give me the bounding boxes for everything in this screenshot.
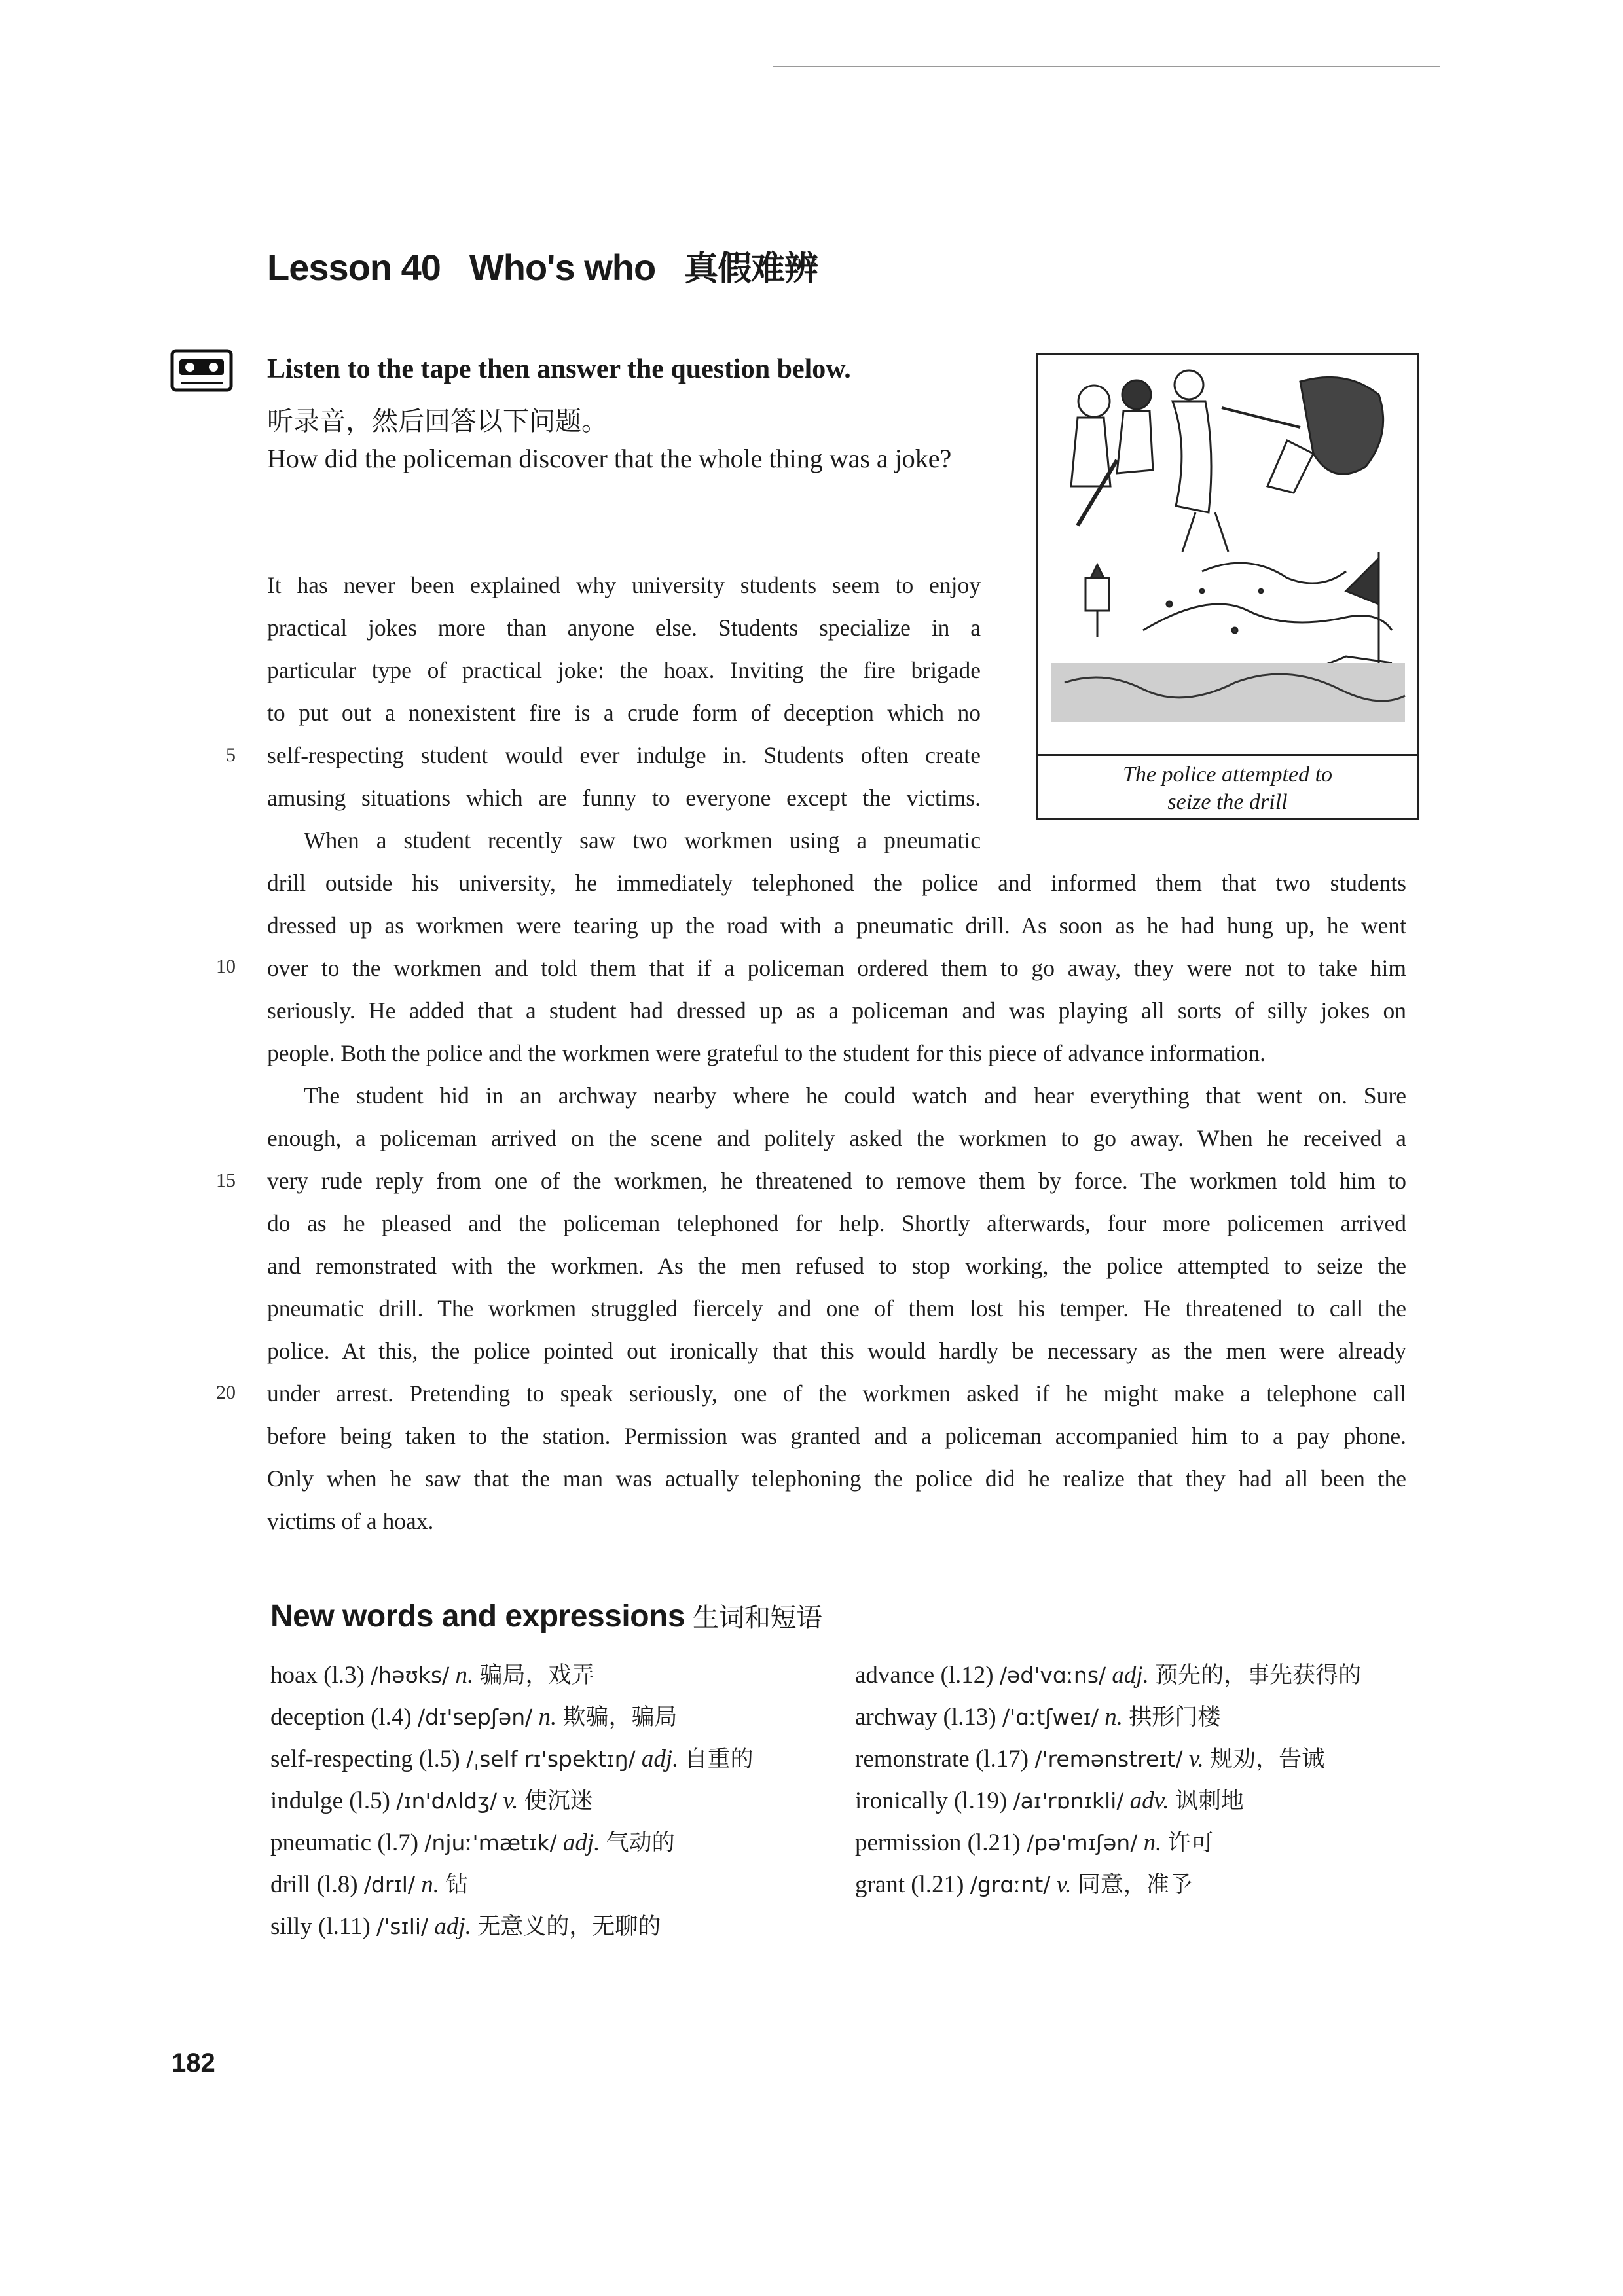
vocab-meaning-zh: 骗局，戏弄 bbox=[479, 1662, 594, 1689]
vocab-word: self-respecting (l.5) bbox=[270, 1746, 460, 1772]
vocab-word: grant (l.21) bbox=[855, 1871, 964, 1898]
passage-part-2 bbox=[267, 862, 1406, 1543]
vocab-word: advance (l.12) bbox=[855, 1662, 994, 1689]
lesson-number: Lesson 40 bbox=[267, 247, 441, 288]
vocab-ipa: /həʊks/ bbox=[371, 1662, 450, 1688]
caption-line: seize the drill bbox=[1167, 790, 1288, 814]
comprehension-question: How did the policeman discover that the whole thing was a joke? bbox=[267, 444, 952, 473]
vocab-meaning-zh: 同意，准予 bbox=[1077, 1872, 1192, 1898]
vocab-word: hoax (l.3) bbox=[270, 1662, 365, 1689]
vocab-entry bbox=[855, 1655, 1361, 1696]
passage-line: over to the workmen and told them that if a policeman ordered them to go away, they were not to take him bbox=[267, 955, 1406, 981]
vocab-ipa: /'sɪli/ bbox=[376, 1914, 429, 1939]
vocab-meaning-zh: 讽刺地 bbox=[1175, 1788, 1244, 1814]
vocab-ipa: /ɪn'dʌldʒ/ bbox=[396, 1788, 498, 1814]
passage-line: to put out a nonexistent fire is a crude form of deception which no bbox=[267, 700, 981, 726]
passage-line: very rude reply from one of the workmen, he threatened to remove them by force. The workmen told him to bbox=[267, 1168, 1406, 1194]
passage-line: self-respecting student would ever indulge in. Students often create bbox=[267, 742, 981, 768]
vocab-entry bbox=[270, 1906, 754, 1948]
vocab-ipa: /grɑːnt/ bbox=[970, 1872, 1051, 1897]
passage-line: enough, a policeman arrived on the scene and politely asked the workmen to go away. When he received a bbox=[267, 1125, 1406, 1151]
lesson-title bbox=[267, 241, 818, 290]
vocab-word: deception (l.4) bbox=[270, 1704, 412, 1731]
vocab-meaning-zh: 自重的 bbox=[684, 1746, 754, 1772]
passage-line: police. At this, the police pointed out ironically that this would hardly be necessary as the men were already bbox=[267, 1338, 1406, 1364]
vocab-meaning-zh: 无意义的，无聊的 bbox=[477, 1914, 661, 1940]
vocab-entry bbox=[855, 1696, 1361, 1738]
lesson-subtitle: Who's who bbox=[469, 247, 656, 288]
vocab-ipa: /dɪ'sepʃən/ bbox=[418, 1704, 533, 1730]
vocabulary-title-zh: 生词和短语 bbox=[693, 1603, 822, 1633]
vocab-pos: adj. bbox=[562, 1829, 600, 1856]
passage-line: and remonstrated with the workmen. As the men refused to stop working, the police attempted to seize the bbox=[267, 1253, 1406, 1279]
vocab-ipa: /'ɑːtʃweɪ/ bbox=[1002, 1704, 1099, 1730]
vocab-pos: adj. bbox=[1112, 1662, 1149, 1689]
vocab-meaning-zh: 欺骗，骗局 bbox=[562, 1704, 678, 1731]
vocab-meaning-zh: 预先的，事先获得的 bbox=[1155, 1662, 1362, 1689]
passage-line: people. Both the police and the workmen were grateful to the student for this piece of advance information. bbox=[267, 1040, 1266, 1066]
vocab-pos: v. bbox=[1056, 1871, 1072, 1898]
vocabulary-left-column bbox=[270, 1655, 754, 1948]
listen-instruction-zh: 听录音，然后回答以下问题。 bbox=[267, 406, 608, 437]
vocab-ipa: /ˌself rɪ'spektɪŋ/ bbox=[465, 1746, 636, 1772]
line-number: 5 bbox=[226, 744, 236, 766]
line-number: 10 bbox=[216, 956, 236, 977]
page-number: 182 bbox=[172, 2049, 215, 2077]
passage-line: particular type of practical joke: the hoax. Inviting the fire brigade bbox=[267, 657, 981, 683]
lesson-title-zh: 真假难辨 bbox=[684, 249, 818, 289]
vocab-pos: adj. bbox=[434, 1913, 471, 1940]
vocab-meaning-zh: 拱形门楼 bbox=[1129, 1704, 1221, 1731]
passage-line: victims of a hoax. bbox=[267, 1508, 434, 1534]
vocab-word: archway (l.13) bbox=[855, 1704, 996, 1731]
passage-line: before being taken to the station. Permission was granted and a policeman accompanied him to a pay phone. bbox=[267, 1423, 1406, 1449]
vocab-meaning-zh: 规劝，告诫 bbox=[1210, 1746, 1325, 1772]
vocab-entry bbox=[855, 1864, 1361, 1906]
illustration bbox=[1036, 353, 1419, 820]
passage-line: It has never been explained why university students seem to enjoy bbox=[267, 572, 981, 598]
illustration-caption bbox=[1038, 754, 1417, 818]
passage-line: seriously. He added that a student had dressed up as a policeman and was playing all sorts of silly jokes on bbox=[267, 997, 1406, 1024]
vocab-ipa: /əd'vɑːns/ bbox=[999, 1662, 1106, 1688]
passage-line: under arrest. Pretending to speak seriously, one of the workmen asked if he might make a telephone call bbox=[267, 1380, 1406, 1407]
vocabulary-title bbox=[270, 1597, 822, 1634]
vocab-entry bbox=[270, 1696, 754, 1738]
vocab-pos: adj. bbox=[641, 1746, 679, 1772]
passage-line: pneumatic drill. The workmen struggled fiercely and one of them lost his temper. He threatened to call the bbox=[267, 1295, 1406, 1321]
vocab-ipa: /aɪ'rɒnɪkli/ bbox=[1013, 1788, 1124, 1814]
vocab-meaning-zh: 气动的 bbox=[606, 1830, 675, 1856]
vocab-meaning-zh: 钻 bbox=[445, 1872, 469, 1898]
listen-instruction: Listen to the tape then answer the question below. bbox=[267, 354, 851, 384]
passage-line: practical jokes more than anyone else. Students specialize in a bbox=[267, 615, 981, 641]
vocab-ipa: /drɪl/ bbox=[363, 1872, 416, 1897]
vocab-entry bbox=[270, 1780, 754, 1822]
vocab-pos: n. bbox=[455, 1662, 474, 1689]
vocab-pos: n. bbox=[1143, 1829, 1162, 1856]
vocab-word: silly (l.11) bbox=[270, 1913, 371, 1940]
vocabulary-right-column bbox=[855, 1655, 1361, 1906]
vocab-word: indulge (l.5) bbox=[270, 1787, 390, 1814]
vocab-word: drill (l.8) bbox=[270, 1871, 358, 1898]
passage-part-1 bbox=[267, 564, 981, 862]
vocab-ipa: /'remənstreɪt/ bbox=[1034, 1746, 1183, 1772]
vocab-entry bbox=[270, 1822, 754, 1864]
line-number: 15 bbox=[216, 1170, 236, 1191]
vocab-entry bbox=[855, 1822, 1361, 1864]
vocab-word: ironically (l.19) bbox=[855, 1787, 1008, 1814]
vocab-ipa: /njuː'mætɪk/ bbox=[424, 1830, 557, 1856]
passage-line: Only when he saw that the man was actually telephoning the police did he realize that they had all been the bbox=[267, 1465, 1406, 1492]
passage-line: The student hid in an archway nearby where he could watch and hear everything that went on. Sure bbox=[304, 1083, 1406, 1109]
line-number: 20 bbox=[216, 1382, 236, 1403]
vocab-entry bbox=[270, 1738, 754, 1780]
caption-line: The police attempted to bbox=[1122, 762, 1333, 787]
vocab-entry bbox=[855, 1780, 1361, 1822]
vocab-entry bbox=[855, 1738, 1361, 1780]
vocab-pos: n. bbox=[1104, 1704, 1123, 1731]
vocabulary-title-en: New words and expressions bbox=[270, 1599, 685, 1634]
top-rule bbox=[773, 66, 1440, 67]
vocab-pos: n. bbox=[421, 1871, 440, 1898]
passage-line: amusing situations which are funny to everyone except the victims. bbox=[267, 785, 981, 811]
vocab-meaning-zh: 使沉迷 bbox=[524, 1788, 593, 1814]
vocab-word: pneumatic (l.7) bbox=[270, 1829, 419, 1856]
passage-line: drill outside his university, he immediately telephoned the police and informed them that two students bbox=[267, 870, 1406, 896]
passage-line: dressed up as workmen were tearing up the road with a pneumatic drill. As soon as he had hung up, he went bbox=[267, 912, 1406, 939]
cassette-tape-icon bbox=[170, 349, 233, 392]
vocab-pos: n. bbox=[538, 1704, 557, 1731]
passage-line: do as he pleased and the policeman telephoned for help. Shortly afterwards, four more policemen arrived bbox=[267, 1210, 1406, 1236]
vocab-word: remonstrate (l.17) bbox=[855, 1746, 1029, 1772]
cartoon-drawing bbox=[1038, 355, 1417, 755]
vocab-meaning-zh: 许可 bbox=[1167, 1830, 1214, 1856]
vocab-pos: v. bbox=[503, 1787, 519, 1814]
vocab-entry bbox=[270, 1864, 754, 1906]
vocab-ipa: /pə'mɪʃən/ bbox=[1027, 1830, 1138, 1856]
vocab-word: permission (l.21) bbox=[855, 1829, 1021, 1856]
vocab-entry bbox=[270, 1655, 754, 1696]
passage-line: When a student recently saw two workmen using a pneumatic bbox=[304, 827, 981, 853]
vocab-pos: adv. bbox=[1129, 1787, 1169, 1814]
vocab-pos: v. bbox=[1188, 1746, 1204, 1772]
